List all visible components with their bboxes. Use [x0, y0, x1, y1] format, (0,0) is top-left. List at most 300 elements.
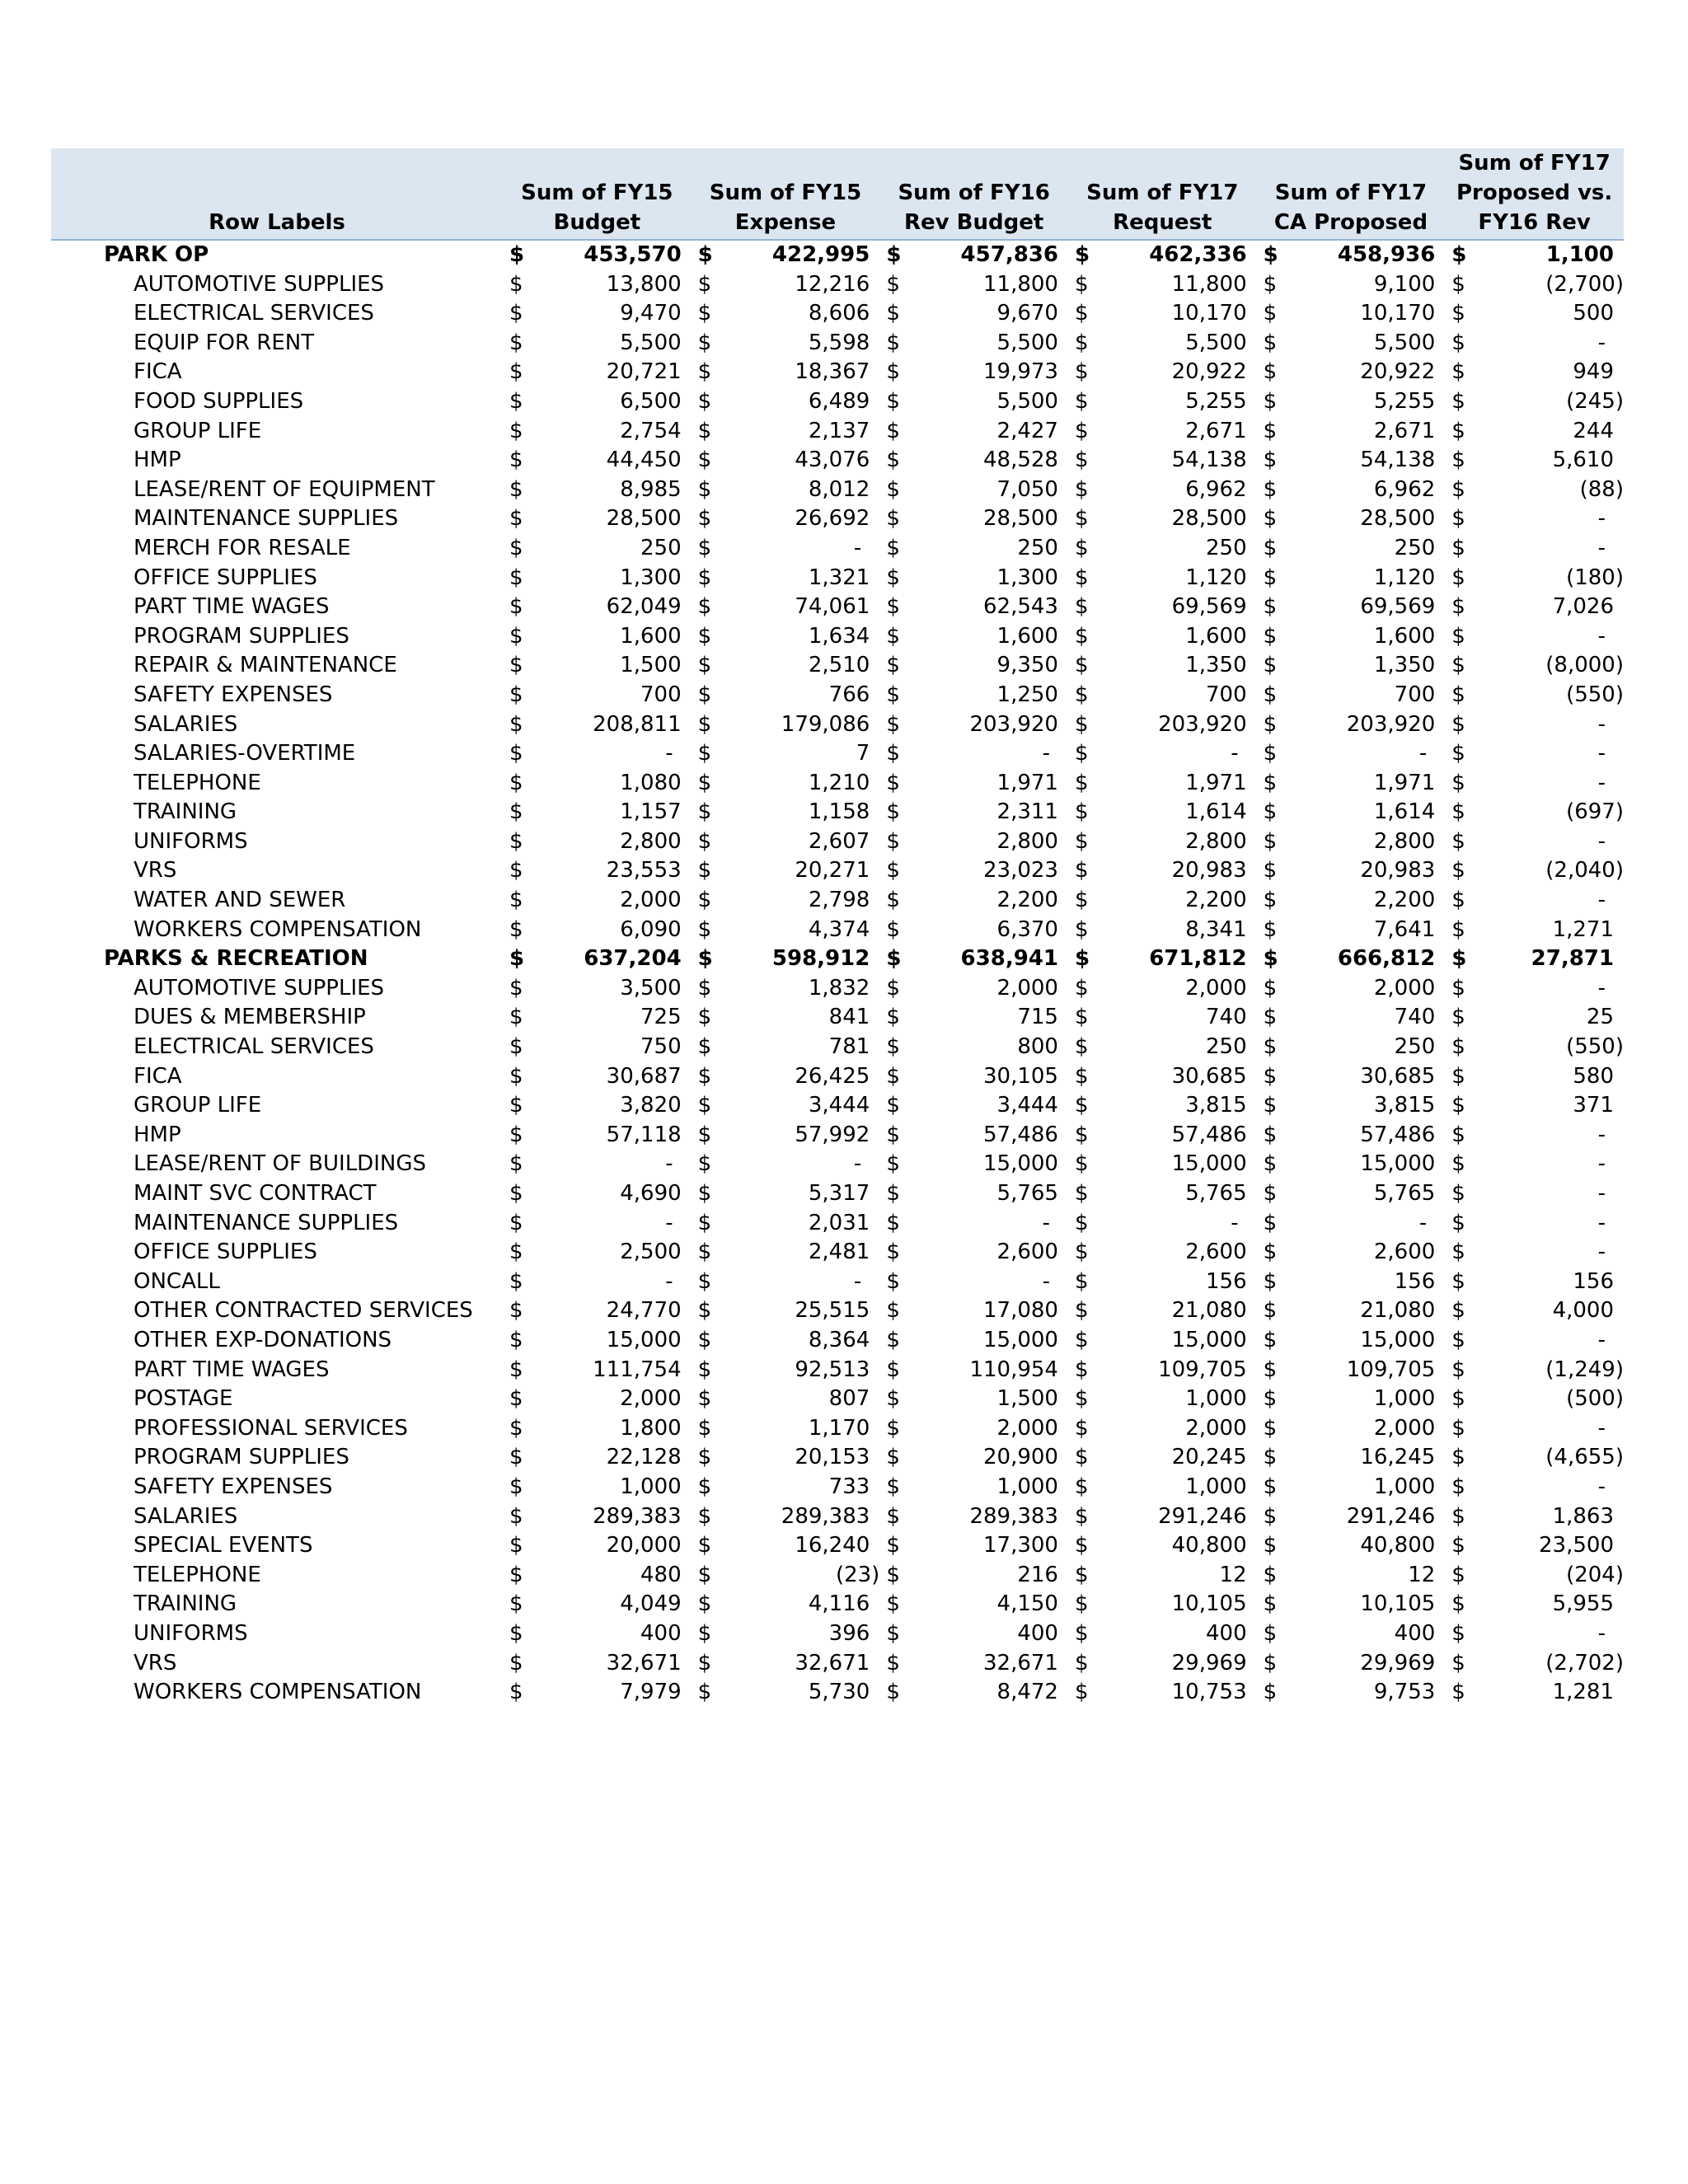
currency-symbol: $: [509, 594, 523, 620]
table-row[interactable]: [51, 446, 1624, 476]
table-row[interactable]: [51, 1502, 1624, 1532]
cell-value: 2,000: [1185, 975, 1247, 1001]
currency-symbol: $: [886, 1650, 900, 1675]
currency-symbol: $: [1451, 565, 1465, 590]
header-line: CA Proposed: [1273, 210, 1428, 235]
cell-value: -: [1597, 1181, 1606, 1206]
cell-value: 1,271: [1552, 916, 1614, 942]
value-cell: [1103, 1150, 1256, 1179]
table-row[interactable]: [51, 1385, 1624, 1414]
value-cell: [1292, 1502, 1445, 1532]
group-row[interactable]: [51, 944, 1624, 974]
value-cell: [537, 739, 691, 769]
table-row[interactable]: [51, 534, 1624, 564]
row-label: SPECIAL EVENTS: [134, 1533, 313, 1558]
table-row[interactable]: [51, 1326, 1624, 1356]
cell-value: 700: [1394, 682, 1436, 707]
currency-symbol: $: [1263, 1533, 1278, 1558]
value-cell: [537, 1443, 691, 1473]
currency-symbol: $: [509, 916, 523, 942]
cell-value: 638,941: [960, 946, 1058, 972]
cell-value: 1,321: [808, 565, 870, 590]
value-cell: [1292, 1091, 1445, 1121]
cell-value: 4,374: [808, 916, 870, 942]
currency-symbol: $: [886, 916, 900, 942]
cell-value: 20,153: [795, 1445, 870, 1470]
cell-value: -: [1597, 828, 1606, 854]
cell-value: (204): [1566, 1562, 1624, 1587]
value-cell: [1474, 769, 1624, 799]
cell-value: 1,614: [1373, 799, 1436, 825]
table-row[interactable]: [51, 1150, 1624, 1179]
value-cell: [1474, 1531, 1624, 1561]
currency-symbol: $: [697, 682, 712, 707]
table-row[interactable]: [51, 270, 1624, 300]
row-label: DUES & MEMBERSHIP: [134, 1005, 366, 1030]
currency-symbol: $: [697, 888, 712, 913]
currency-symbol: $: [886, 799, 900, 825]
group-row[interactable]: [51, 240, 1624, 270]
row-label: MAINTENANCE SUPPLIES: [134, 506, 399, 532]
table-row[interactable]: [51, 827, 1624, 857]
value-cell: [1474, 1414, 1624, 1444]
value-cell: [915, 1356, 1068, 1385]
row-label: LEASE/RENT OF EQUIPMENT: [134, 476, 435, 502]
currency-symbol: $: [509, 1122, 523, 1147]
value-cell: [1103, 1649, 1256, 1679]
table-row[interactable]: [51, 886, 1624, 916]
header-fy15-budget[interactable]: [503, 148, 692, 240]
value-cell: [726, 593, 879, 622]
currency-symbol: $: [1074, 1268, 1089, 1294]
cell-value: 733: [828, 1474, 870, 1499]
header-fy17-request[interactable]: [1068, 148, 1257, 240]
value-cell: [726, 1150, 879, 1179]
table-row[interactable]: [51, 769, 1624, 799]
header-row-labels[interactable]: [51, 148, 503, 240]
cell-value: 1,000: [1185, 1474, 1247, 1499]
header-fy17-ca-proposed[interactable]: [1257, 148, 1446, 240]
currency-symbol: $: [1451, 741, 1465, 766]
cell-value: 156: [1205, 1268, 1247, 1294]
cell-value: 26,692: [795, 506, 870, 532]
table-row[interactable]: [51, 1033, 1624, 1062]
value-cell: [726, 1561, 879, 1591]
table-row[interactable]: [51, 1590, 1624, 1619]
value-cell: [726, 739, 879, 769]
table-row[interactable]: [51, 1649, 1624, 1679]
value-cell: [1474, 534, 1624, 564]
currency-symbol: $: [1074, 1063, 1089, 1089]
cell-value: -: [1597, 1474, 1606, 1499]
currency-symbol: $: [509, 1415, 523, 1441]
row-label: OTHER EXP-DONATIONS: [134, 1327, 392, 1352]
currency-symbol: $: [509, 448, 523, 473]
value-cell: [1103, 270, 1256, 300]
cell-value: 781: [828, 1034, 870, 1060]
cell-value: 291,246: [1346, 1503, 1436, 1529]
row-label: WORKERS COMPENSATION: [134, 1680, 422, 1705]
currency-symbol: $: [1074, 1093, 1089, 1118]
cell-value: 500: [1573, 301, 1614, 326]
value-cell: [915, 1502, 1068, 1532]
cell-value: 28,500: [1171, 506, 1247, 532]
value-cell: [537, 593, 691, 622]
value-cell: [1292, 564, 1445, 593]
currency-symbol: $: [509, 301, 523, 326]
currency-symbol: $: [1074, 1650, 1089, 1675]
currency-symbol: $: [1451, 711, 1465, 737]
value-cell: [1103, 240, 1256, 270]
cell-value: 208,811: [593, 711, 682, 737]
cell-value: 1,600: [1373, 623, 1436, 649]
table-row[interactable]: [51, 739, 1624, 769]
header-line: Row Labels: [209, 210, 345, 235]
cell-value: 6,370: [996, 916, 1058, 942]
cell-value: -: [1597, 741, 1606, 766]
value-cell: [726, 1091, 879, 1121]
cell-value: 2,800: [996, 828, 1058, 854]
header-fy17-proposed-vs-fy16-rev[interactable]: [1445, 148, 1624, 240]
cell-value: -: [1597, 506, 1606, 532]
cell-value: 29,969: [1360, 1650, 1436, 1675]
value-cell: [726, 944, 879, 974]
currency-symbol: $: [697, 359, 712, 385]
value-cell: [537, 1062, 691, 1092]
table-row[interactable]: [51, 681, 1624, 710]
currency-symbol: $: [1263, 565, 1278, 590]
row-label: VRS: [134, 858, 177, 883]
value-cell: [537, 710, 691, 740]
table-row[interactable]: [51, 1296, 1624, 1326]
cell-value: 2,031: [808, 1210, 870, 1235]
currency-symbol: $: [1263, 1181, 1278, 1206]
table-row[interactable]: [51, 1619, 1624, 1649]
header-line: Sum of FY17: [1274, 180, 1428, 205]
cell-value: 11,800: [982, 271, 1058, 297]
currency-symbol: $: [1263, 1210, 1278, 1235]
cell-value: 2,137: [808, 418, 870, 443]
cell-value: 5,500: [1373, 330, 1436, 355]
currency-symbol: $: [886, 535, 900, 560]
cell-value: 23,023: [982, 858, 1058, 883]
table-row[interactable]: [51, 329, 1624, 359]
cell-value: 2,427: [996, 418, 1058, 443]
header-line: Sum of FY15: [521, 180, 673, 205]
table-row[interactable]: [51, 974, 1624, 1004]
currency-symbol: $: [886, 946, 902, 972]
cell-value: -: [1042, 741, 1050, 766]
cell-value: 32,671: [606, 1650, 682, 1675]
currency-symbol: $: [509, 623, 523, 649]
table-row[interactable]: [51, 1209, 1624, 1239]
currency-symbol: $: [886, 448, 900, 473]
currency-symbol: $: [1451, 506, 1465, 532]
currency-symbol: $: [1074, 359, 1089, 385]
cell-value: -: [853, 535, 862, 560]
value-cell: [915, 1062, 1068, 1092]
value-cell: [915, 1678, 1068, 1708]
currency-symbol: $: [886, 770, 900, 795]
value-cell: [915, 916, 1068, 945]
table-row[interactable]: [51, 1678, 1624, 1708]
cell-value: 62,049: [606, 594, 682, 620]
cell-value: 1,614: [1185, 799, 1247, 825]
cell-value: 1,170: [808, 1415, 870, 1441]
value-cell: [1292, 1062, 1445, 1092]
currency-symbol: $: [509, 1005, 523, 1030]
currency-symbol: $: [1074, 741, 1089, 766]
value-cell: [1292, 270, 1445, 300]
table-row[interactable]: [51, 1091, 1624, 1121]
currency-symbol: $: [1451, 476, 1465, 502]
value-cell: [1474, 651, 1624, 681]
table-row[interactable]: [51, 856, 1624, 886]
value-cell: [726, 1678, 879, 1708]
cell-value: 2,800: [1373, 828, 1436, 854]
value-cell: [1474, 827, 1624, 857]
header-line: FY16 Rev: [1478, 210, 1591, 235]
cell-value: 1,600: [1185, 623, 1247, 649]
currency-symbol: $: [509, 1562, 523, 1587]
table-row[interactable]: [51, 387, 1624, 417]
cell-value: (2,702): [1545, 1650, 1624, 1675]
currency-symbol: $: [1263, 301, 1278, 326]
table-row[interactable]: [51, 1531, 1624, 1561]
row-label: SAFETY EXPENSES: [134, 1474, 333, 1499]
cell-value: 250: [1394, 535, 1436, 560]
cell-value: 949: [1573, 359, 1614, 385]
cell-value: -: [1042, 1210, 1050, 1235]
table-row[interactable]: [51, 593, 1624, 622]
value-cell: [726, 1414, 879, 1444]
value-cell: [726, 299, 879, 329]
table-row[interactable]: [51, 476, 1624, 505]
header-fy16-rev-budget[interactable]: [879, 148, 1068, 240]
row-label: MAINTENANCE SUPPLIES: [134, 1210, 399, 1235]
cell-value: 7,979: [620, 1680, 682, 1705]
cell-value: 54,138: [1171, 448, 1247, 473]
value-cell: [726, 1443, 879, 1473]
cell-value: 26,425: [795, 1063, 870, 1089]
cell-value: 396: [828, 1620, 870, 1646]
currency-symbol: $: [1263, 916, 1278, 942]
row-label: AUTOMOTIVE SUPPLIES: [134, 271, 385, 297]
cell-value: 5,598: [808, 330, 870, 355]
value-cell: [1292, 827, 1445, 857]
currency-symbol: $: [1263, 242, 1278, 267]
currency-symbol: $: [509, 1620, 523, 1646]
cell-value: 5,765: [996, 1181, 1058, 1206]
table-row[interactable]: [51, 1003, 1624, 1033]
currency-symbol: $: [697, 330, 712, 355]
cell-value: 21,080: [1171, 1298, 1247, 1324]
table-row[interactable]: [51, 1238, 1624, 1268]
value-cell: [915, 622, 1068, 652]
cell-value: 637,204: [584, 946, 682, 972]
currency-symbol: $: [1263, 1680, 1278, 1705]
value-cell: [726, 1356, 879, 1385]
value-cell: [726, 1619, 879, 1649]
currency-symbol: $: [1074, 448, 1089, 473]
currency-symbol: $: [1451, 1327, 1465, 1352]
currency-symbol: $: [1263, 1474, 1278, 1499]
currency-symbol: $: [697, 1298, 712, 1324]
currency-symbol: $: [1451, 1620, 1465, 1646]
cell-value: 156: [1394, 1268, 1436, 1294]
currency-symbol: $: [697, 242, 713, 267]
currency-symbol: $: [1074, 1210, 1089, 1235]
cell-value: 203,920: [969, 711, 1058, 737]
table-row[interactable]: [51, 1414, 1624, 1444]
header-fy15-expense[interactable]: [692, 148, 880, 240]
cell-value: 20,922: [1171, 359, 1247, 385]
row-label: TRAINING: [134, 1591, 237, 1617]
cell-value: 110,954: [969, 1357, 1058, 1382]
currency-symbol: $: [1263, 418, 1278, 443]
value-cell: [537, 944, 691, 974]
table-row[interactable]: [51, 622, 1624, 652]
value-cell: [537, 769, 691, 799]
currency-symbol: $: [1263, 1415, 1278, 1441]
table-row[interactable]: [51, 1356, 1624, 1385]
currency-symbol: $: [1074, 1415, 1089, 1441]
cell-value: 4,116: [808, 1591, 870, 1617]
table-row[interactable]: [51, 358, 1624, 387]
value-cell: [1474, 1502, 1624, 1532]
currency-symbol: $: [886, 242, 902, 267]
value-cell: [915, 651, 1068, 681]
value-cell: [915, 944, 1068, 974]
cell-value: 1,300: [620, 565, 682, 590]
currency-symbol: $: [1263, 1298, 1278, 1324]
currency-symbol: $: [886, 1620, 900, 1646]
value-cell: [726, 710, 879, 740]
cell-value: -: [665, 1268, 673, 1294]
currency-symbol: $: [697, 1650, 712, 1675]
cell-value: -: [1042, 1268, 1050, 1294]
cell-value: 244: [1573, 418, 1614, 443]
currency-symbol: $: [509, 711, 523, 737]
value-cell: [726, 1590, 879, 1619]
value-cell: [726, 240, 879, 270]
table-row[interactable]: [51, 1062, 1624, 1092]
table-row[interactable]: [51, 504, 1624, 534]
table-row[interactable]: [51, 299, 1624, 329]
cell-value: 10,170: [1360, 301, 1436, 326]
currency-symbol: $: [1263, 623, 1278, 649]
currency-symbol: $: [1263, 1063, 1278, 1089]
cell-value: -: [665, 1151, 673, 1177]
currency-symbol: $: [697, 1327, 712, 1352]
currency-symbol: $: [1451, 1357, 1465, 1382]
value-cell: [1474, 1473, 1624, 1502]
table-row[interactable]: [51, 651, 1624, 681]
table-row[interactable]: [51, 564, 1624, 593]
row-label: WATER AND SEWER: [134, 888, 346, 913]
table-row[interactable]: [51, 798, 1624, 827]
cell-value: 5,610: [1552, 448, 1614, 473]
cell-value: 1,000: [996, 1474, 1058, 1499]
table-row[interactable]: [51, 1443, 1624, 1473]
currency-symbol: $: [1263, 388, 1278, 414]
value-cell: [1292, 593, 1445, 622]
currency-symbol: $: [886, 1562, 900, 1587]
cell-value: 20,922: [1360, 359, 1436, 385]
currency-symbol: $: [886, 1268, 900, 1294]
table-row[interactable]: [51, 1268, 1624, 1297]
value-cell: [726, 827, 879, 857]
value-cell: [537, 1561, 691, 1591]
cell-value: 30,105: [982, 1063, 1058, 1089]
cell-value: 10,105: [1360, 1591, 1436, 1617]
cell-value: 2,481: [808, 1240, 870, 1265]
value-cell: [1292, 1003, 1445, 1033]
cell-value: 8,985: [620, 476, 682, 502]
currency-symbol: $: [1263, 1268, 1278, 1294]
value-cell: [537, 299, 691, 329]
table-row[interactable]: [51, 916, 1624, 945]
currency-symbol: $: [509, 682, 523, 707]
value-cell: [1292, 1356, 1445, 1385]
header-line: Rev Budget: [904, 210, 1044, 235]
value-cell: [1292, 534, 1445, 564]
value-cell: [1474, 622, 1624, 652]
cell-value: -: [1597, 770, 1606, 795]
value-cell: [915, 329, 1068, 359]
cell-value: (500): [1566, 1386, 1624, 1412]
currency-symbol: $: [1074, 1181, 1089, 1206]
table-row[interactable]: [51, 417, 1624, 447]
value-cell: [1103, 1179, 1256, 1209]
table-row[interactable]: [51, 1179, 1624, 1209]
value-cell: [1292, 856, 1445, 886]
currency-symbol: $: [1451, 1122, 1465, 1147]
currency-symbol: $: [697, 741, 712, 766]
cell-value: 19,973: [982, 359, 1058, 385]
value-cell: [726, 1502, 879, 1532]
value-cell: [537, 681, 691, 710]
currency-symbol: $: [1263, 828, 1278, 854]
cell-value: 9,350: [996, 653, 1058, 678]
currency-symbol: $: [1451, 1650, 1465, 1675]
value-cell: [537, 916, 691, 945]
table-row[interactable]: [51, 710, 1624, 740]
value-cell: [1474, 886, 1624, 916]
currency-symbol: $: [1263, 1591, 1278, 1617]
table-row[interactable]: [51, 1561, 1624, 1591]
cell-value: 3,815: [1185, 1093, 1247, 1118]
currency-symbol: $: [1074, 888, 1089, 913]
currency-symbol: $: [886, 1327, 900, 1352]
currency-symbol: $: [1263, 330, 1278, 355]
currency-symbol: $: [1074, 1005, 1089, 1030]
cell-value: 69,569: [1171, 594, 1247, 620]
table-row[interactable]: [51, 1121, 1624, 1151]
cell-value: 7,641: [1373, 916, 1436, 942]
currency-symbol: $: [1263, 1562, 1278, 1587]
currency-symbol: $: [509, 242, 525, 267]
cell-value: -: [1418, 741, 1428, 766]
cell-value: 2,000: [1185, 1415, 1247, 1441]
currency-symbol: $: [1074, 388, 1089, 414]
cell-value: 841: [828, 1005, 870, 1030]
value-cell: [537, 1414, 691, 1444]
table-row[interactable]: [51, 1473, 1624, 1502]
value-cell: [1103, 1414, 1256, 1444]
currency-symbol: $: [1263, 888, 1278, 913]
value-cell: [537, 1590, 691, 1619]
